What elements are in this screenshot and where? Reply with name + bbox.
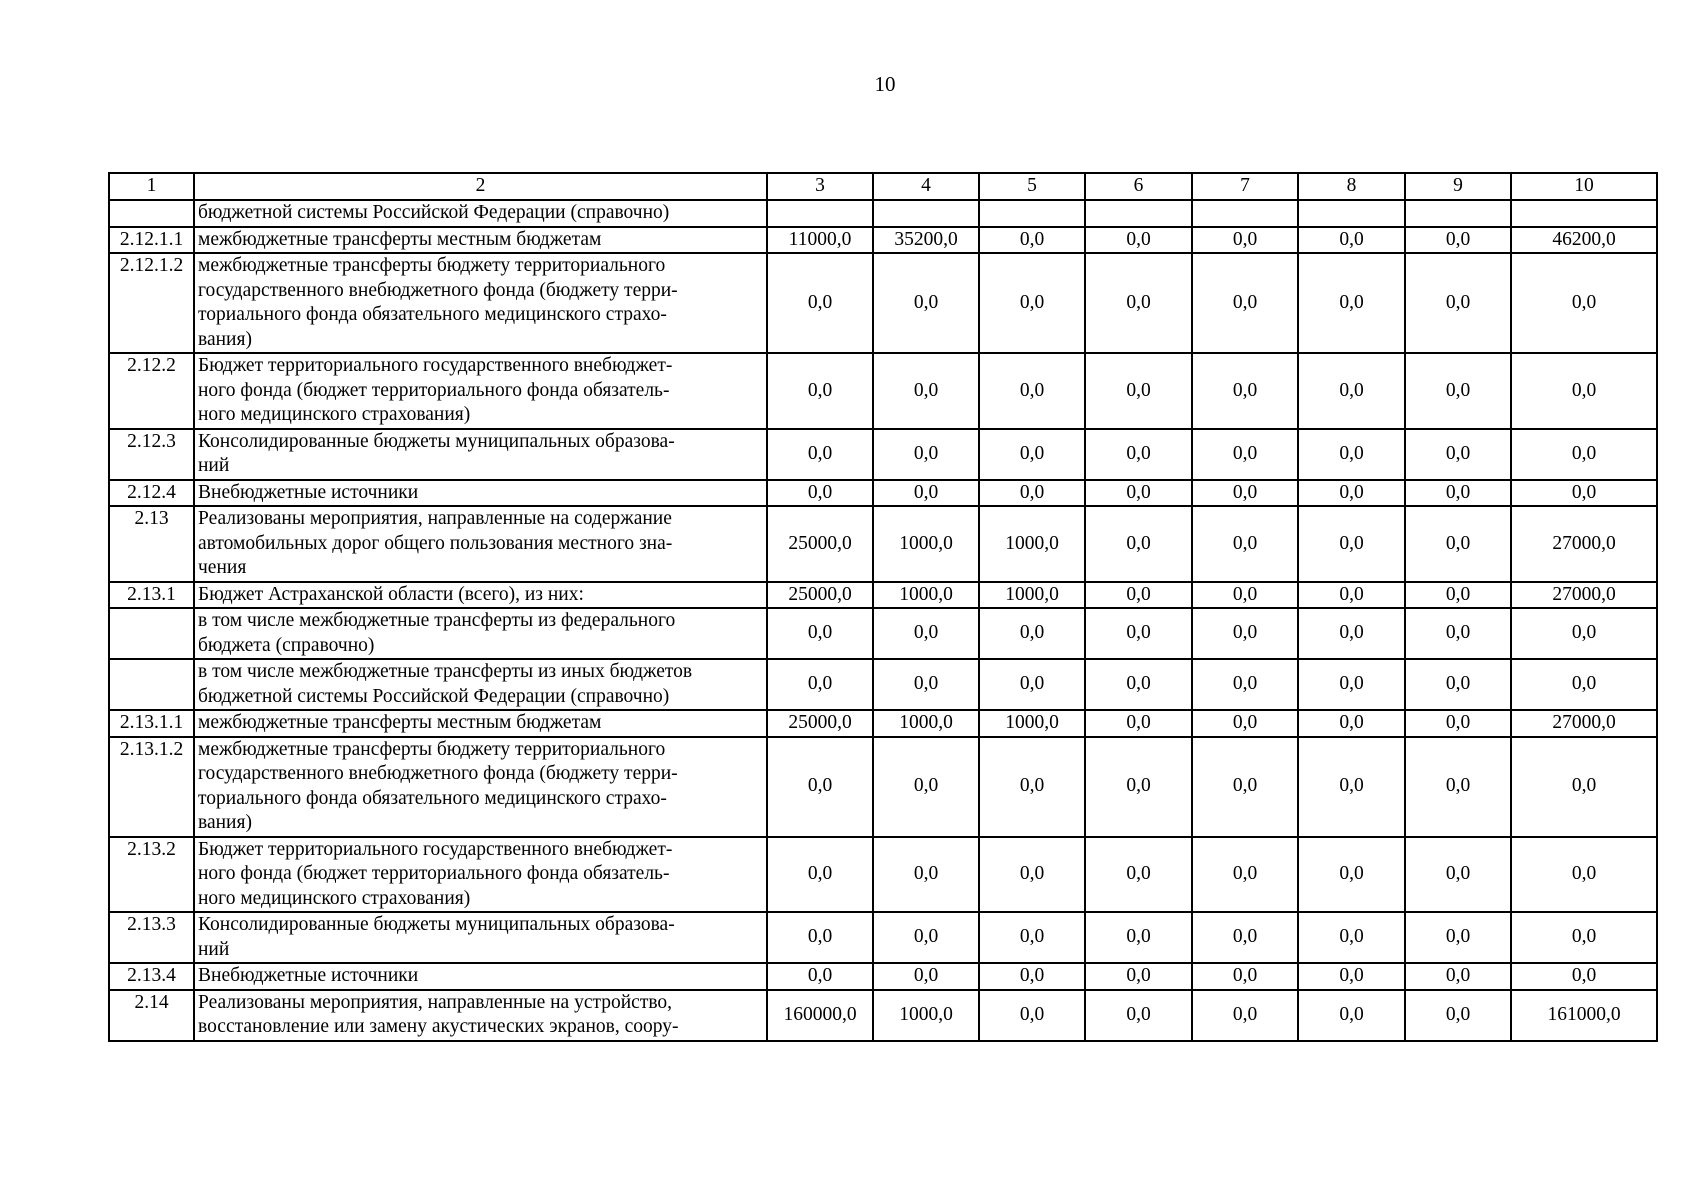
- row-code: 2.13.1.2: [109, 737, 194, 837]
- row-value: 0,0: [979, 737, 1085, 837]
- table-row: [109, 912, 1657, 963]
- row-value: 0,0: [1192, 990, 1298, 1041]
- table-row: [109, 227, 1657, 254]
- row-name-line: Бюджет Астраханской области (всего), из них:: [198, 583, 584, 605]
- row-value: 0,0: [1192, 227, 1298, 254]
- row-value: 0,0: [979, 429, 1085, 480]
- row-code: 2.13.4: [109, 963, 194, 990]
- row-name: [194, 200, 767, 227]
- row-value: 0,0: [767, 353, 873, 429]
- row-name-line: Консолидированные бюджеты муниципальных образова-: [198, 430, 675, 452]
- row-value: 0,0: [1405, 480, 1511, 507]
- row-value: 0,0: [979, 608, 1085, 659]
- row-code: 2.13.3: [109, 912, 194, 963]
- row-name-line: ного фонда (бюджет территориального фонда обязатель-: [198, 863, 670, 884]
- row-value: 0,0: [1192, 837, 1298, 913]
- table-row: [109, 582, 1657, 609]
- row-value: 25000,0: [767, 506, 873, 582]
- row-value: 0,0: [873, 429, 979, 480]
- table-row: [109, 963, 1657, 990]
- row-code: 2.12.1.1: [109, 227, 194, 254]
- row-value: 35200,0: [873, 227, 979, 254]
- row-name-line: межбюджетные трансферты бюджету территориального: [198, 255, 666, 276]
- row-value: 1000,0: [873, 582, 979, 609]
- row-value: 0,0: [1511, 353, 1657, 429]
- row-value: 1000,0: [873, 506, 979, 582]
- row-value: 0,0: [873, 737, 979, 837]
- row-value: [1298, 200, 1405, 227]
- row-value: 0,0: [1085, 737, 1192, 837]
- row-code: [109, 659, 194, 710]
- row-value: 0,0: [1405, 582, 1511, 609]
- row-value: 0,0: [979, 353, 1085, 429]
- row-value: 0,0: [1192, 659, 1298, 710]
- row-value: 0,0: [873, 837, 979, 913]
- row-name: [194, 710, 767, 737]
- column-number: 1: [109, 173, 194, 200]
- row-value: 0,0: [873, 608, 979, 659]
- row-value: 160000,0: [767, 990, 873, 1041]
- row-value: 27000,0: [1511, 506, 1657, 582]
- column-number-row: [109, 173, 1657, 200]
- row-value: 0,0: [1405, 710, 1511, 737]
- row-value: 0,0: [1405, 253, 1511, 353]
- row-name-line: вания): [198, 812, 252, 833]
- row-value: 0,0: [1085, 227, 1192, 254]
- row-name-line: ний: [198, 938, 230, 960]
- table-row: [109, 353, 1657, 429]
- row-value: 25000,0: [767, 582, 873, 609]
- row-name: [194, 963, 767, 990]
- row-value: 0,0: [767, 912, 873, 963]
- row-value: 0,0: [1511, 837, 1657, 913]
- row-code: 2.13.1: [109, 582, 194, 609]
- row-value: 0,0: [1298, 608, 1405, 659]
- row-name-line: Внебюджетные источники: [198, 481, 419, 503]
- row-value: 0,0: [1405, 912, 1511, 963]
- row-value: 0,0: [1511, 608, 1657, 659]
- row-name: [194, 737, 767, 837]
- row-name: [194, 912, 767, 963]
- row-name-line: Бюджет территориального государственного внебюджет-: [198, 355, 673, 376]
- row-value: 0,0: [1085, 253, 1192, 353]
- row-name: [194, 608, 767, 659]
- row-value: 0,0: [873, 912, 979, 963]
- row-value: 0,0: [1511, 253, 1657, 353]
- column-number: 8: [1298, 173, 1405, 200]
- row-value: 0,0: [1405, 963, 1511, 990]
- row-value: 0,0: [1085, 506, 1192, 582]
- row-code: 2.12.2: [109, 353, 194, 429]
- row-value: 0,0: [1405, 353, 1511, 429]
- row-value: 0,0: [1192, 506, 1298, 582]
- row-name-line: ного фонда (бюджет территориального фонда обязатель-: [198, 379, 670, 401]
- table-row: [109, 480, 1657, 507]
- row-value: 0,0: [1085, 429, 1192, 480]
- row-value: 1000,0: [979, 506, 1085, 582]
- row-value: 0,0: [1511, 737, 1657, 837]
- table-row: [109, 200, 1657, 227]
- row-name: [194, 480, 767, 507]
- row-value: 0,0: [873, 353, 979, 429]
- row-name-line: ториального фонда обязательного медицинского страхо-: [198, 304, 667, 325]
- row-value: 11000,0: [767, 227, 873, 254]
- row-name: [194, 506, 767, 582]
- row-value: 0,0: [1298, 837, 1405, 913]
- row-value: 0,0: [979, 912, 1085, 963]
- row-name-line: Внебюджетные источники: [198, 965, 419, 986]
- row-value: 0,0: [1298, 227, 1405, 254]
- row-name: [194, 582, 767, 609]
- row-value: 0,0: [1085, 659, 1192, 710]
- row-value: 161000,0: [1511, 990, 1657, 1041]
- row-value: 0,0: [1405, 990, 1511, 1041]
- table-row: [109, 608, 1657, 659]
- row-code: 2.12.4: [109, 480, 194, 507]
- row-value: 0,0: [1511, 912, 1657, 963]
- row-value: 0,0: [873, 480, 979, 507]
- row-value: 0,0: [1085, 582, 1192, 609]
- row-value: 0,0: [1298, 990, 1405, 1041]
- row-value: 0,0: [979, 990, 1085, 1041]
- row-name-line: бюджета (справочно): [198, 634, 375, 656]
- row-code: 2.12.3: [109, 429, 194, 480]
- column-number: 7: [1192, 173, 1298, 200]
- row-value: 0,0: [1192, 710, 1298, 737]
- row-value: 0,0: [1085, 990, 1192, 1041]
- row-name: [194, 659, 767, 710]
- row-value: 0,0: [1192, 480, 1298, 507]
- row-name: [194, 227, 767, 254]
- budget-table: [108, 172, 1658, 1042]
- row-value: 0,0: [1085, 963, 1192, 990]
- page-number: 10: [874, 72, 896, 96]
- row-value: 0,0: [1405, 659, 1511, 710]
- row-code: 2.14: [109, 990, 194, 1041]
- row-name-line: бюджетной системы Российской Федерации (справочно): [198, 685, 670, 707]
- row-value: 27000,0: [1511, 710, 1657, 737]
- row-name-line: в том числе межбюджетные трансферты из федерального: [198, 610, 676, 631]
- row-value: 0,0: [1298, 253, 1405, 353]
- column-number: 3: [767, 173, 873, 200]
- row-value: 1000,0: [979, 710, 1085, 737]
- row-code: 2.13.2: [109, 837, 194, 913]
- column-number: 9: [1405, 173, 1511, 200]
- row-value: 0,0: [767, 480, 873, 507]
- row-name-line: ториального фонда обязательного медицинского страхо-: [198, 787, 667, 809]
- row-value: 0,0: [1405, 608, 1511, 659]
- row-value: 0,0: [1298, 659, 1405, 710]
- row-name: [194, 253, 767, 353]
- row-value: 0,0: [1298, 737, 1405, 837]
- row-name-line: автомобильных дорог общего пользования местного зна-: [198, 532, 673, 554]
- row-value: 0,0: [1298, 429, 1405, 480]
- table-row: [109, 253, 1657, 353]
- row-value: 0,0: [1298, 582, 1405, 609]
- row-value: 1000,0: [873, 710, 979, 737]
- row-value: 0,0: [767, 737, 873, 837]
- row-name-line: ного медицинского страхования): [198, 404, 471, 425]
- row-name-line: чения: [198, 557, 247, 578]
- row-value: 0,0: [1085, 710, 1192, 737]
- row-name: [194, 353, 767, 429]
- row-value: 0,0: [767, 429, 873, 480]
- row-name-line: в том числе межбюджетные трансферты из иных бюджетов: [198, 661, 693, 682]
- column-number: 10: [1511, 173, 1657, 200]
- row-code: 2.13.1.1: [109, 710, 194, 737]
- row-value: 0,0: [1085, 608, 1192, 659]
- row-value: 0,0: [1192, 608, 1298, 659]
- row-value: 0,0: [979, 253, 1085, 353]
- row-value: 46200,0: [1511, 227, 1657, 254]
- row-value: 0,0: [1511, 429, 1657, 480]
- row-value: 0,0: [1298, 710, 1405, 737]
- row-value: 0,0: [1085, 353, 1192, 429]
- row-value: 0,0: [1085, 837, 1192, 913]
- row-value: 0,0: [1085, 912, 1192, 963]
- row-value: 0,0: [1511, 659, 1657, 710]
- row-name-line: Реализованы мероприятия, направленные на содержание: [198, 508, 672, 529]
- row-value: 0,0: [1298, 506, 1405, 582]
- row-value: 0,0: [1405, 429, 1511, 480]
- row-value: [979, 200, 1085, 227]
- row-value: 27000,0: [1511, 582, 1657, 609]
- table-row: [109, 659, 1657, 710]
- table-row: [109, 710, 1657, 737]
- row-value: 0,0: [1192, 963, 1298, 990]
- row-value: 0,0: [1192, 429, 1298, 480]
- row-name-line: государственного внебюджетного фонда (бюджету терри-: [198, 763, 678, 784]
- row-value: 0,0: [767, 963, 873, 990]
- row-value: 1000,0: [873, 990, 979, 1041]
- row-value: 0,0: [767, 253, 873, 353]
- row-name-line: ного медицинского страхования): [198, 887, 471, 909]
- row-value: [873, 200, 979, 227]
- row-value: 0,0: [979, 227, 1085, 254]
- row-name-line: восстановление или замену акустических экранов, соору-: [198, 1016, 679, 1037]
- column-number: 6: [1085, 173, 1192, 200]
- row-value: [1511, 200, 1657, 227]
- row-name-line: межбюджетные трансферты местным бюджетам: [198, 712, 602, 733]
- row-value: 0,0: [873, 253, 979, 353]
- row-value: 0,0: [979, 837, 1085, 913]
- table-row: [109, 506, 1657, 582]
- column-number: 2: [194, 173, 767, 200]
- row-code: 2.13: [109, 506, 194, 582]
- row-value: [767, 200, 873, 227]
- row-value: 0,0: [1405, 737, 1511, 837]
- row-value: 0,0: [1298, 480, 1405, 507]
- row-value: 25000,0: [767, 710, 873, 737]
- table-row: [109, 990, 1657, 1041]
- row-name: [194, 429, 767, 480]
- row-value: 0,0: [1192, 582, 1298, 609]
- table-row: [109, 737, 1657, 837]
- row-name-line: ний: [198, 455, 230, 476]
- row-value: 0,0: [767, 837, 873, 913]
- column-number: 5: [979, 173, 1085, 200]
- row-value: 0,0: [1192, 353, 1298, 429]
- row-value: 0,0: [1298, 963, 1405, 990]
- row-code: [109, 608, 194, 659]
- row-value: 0,0: [873, 963, 979, 990]
- row-value: 0,0: [1192, 253, 1298, 353]
- row-value: 0,0: [1405, 227, 1511, 254]
- row-name-line: Реализованы мероприятия, направленные на устройство,: [198, 991, 673, 1013]
- row-value: 0,0: [873, 659, 979, 710]
- row-name-line: Бюджет территориального государственного внебюджет-: [198, 838, 673, 860]
- row-value: 0,0: [979, 963, 1085, 990]
- row-value: 0,0: [1405, 506, 1511, 582]
- column-number: 4: [873, 173, 979, 200]
- row-value: 0,0: [1405, 837, 1511, 913]
- row-value: [1192, 200, 1298, 227]
- row-value: 0,0: [1192, 912, 1298, 963]
- row-value: [1405, 200, 1511, 227]
- row-code: 2.12.1.2: [109, 253, 194, 353]
- row-value: 0,0: [1085, 480, 1192, 507]
- row-value: [1085, 200, 1192, 227]
- row-value: 0,0: [767, 659, 873, 710]
- row-name-line: Консолидированные бюджеты муниципальных образова-: [198, 914, 675, 935]
- row-value: 0,0: [1298, 912, 1405, 963]
- row-code: [109, 200, 194, 227]
- table-row: [109, 837, 1657, 913]
- table-row: [109, 429, 1657, 480]
- row-name-line: межбюджетные трансферты бюджету территориального: [198, 738, 666, 760]
- row-value: 0,0: [979, 480, 1085, 507]
- row-name: [194, 990, 767, 1041]
- row-value: 0,0: [1511, 480, 1657, 507]
- row-name-line: государственного внебюджетного фонда (бюджету терри-: [198, 279, 678, 301]
- row-name-line: бюджетной системы Российской Федерации (справочно): [198, 202, 670, 223]
- row-name-line: межбюджетные трансферты местным бюджетам: [198, 228, 602, 250]
- row-name-line: вания): [198, 328, 252, 350]
- row-value: 0,0: [767, 608, 873, 659]
- row-value: 0,0: [1298, 353, 1405, 429]
- row-value: 1000,0: [979, 582, 1085, 609]
- row-value: 0,0: [1192, 737, 1298, 837]
- row-value: 0,0: [1511, 963, 1657, 990]
- row-value: 0,0: [979, 659, 1085, 710]
- row-name: [194, 837, 767, 913]
